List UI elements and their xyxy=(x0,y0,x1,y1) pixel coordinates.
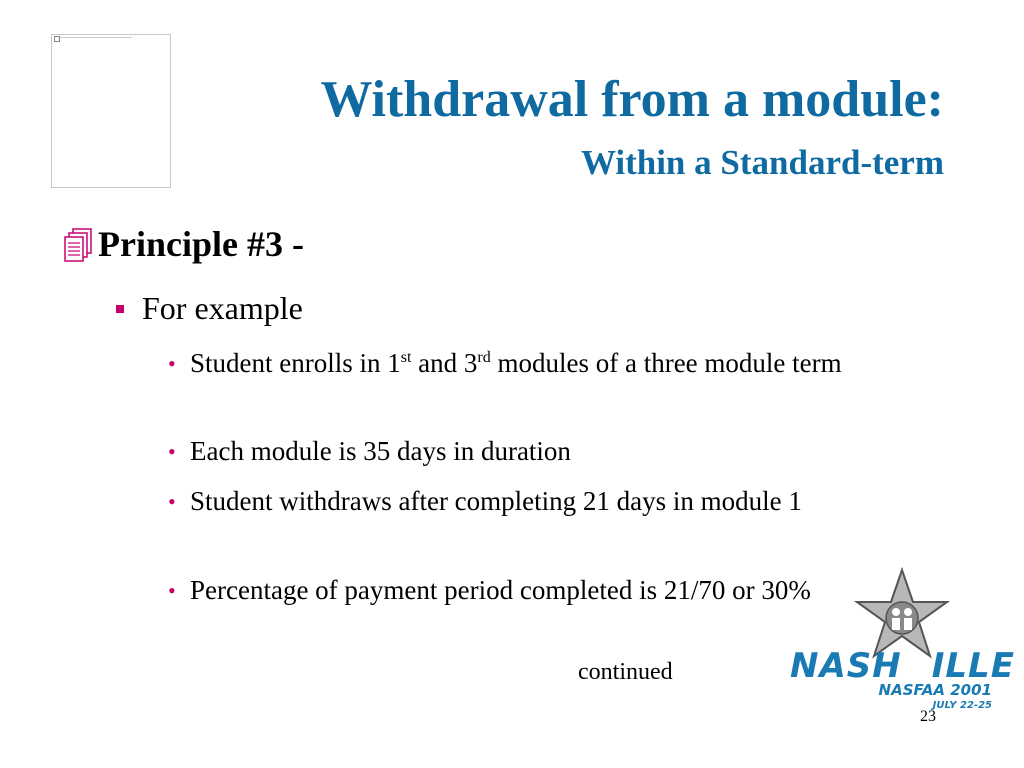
nashville-nasfaa-logo xyxy=(790,566,1015,716)
bullet-item xyxy=(168,570,868,611)
bullet-text: Student enrolls in 1st and 3rd modules of a three module term xyxy=(190,348,842,378)
slide-title: Withdrawal from a module: xyxy=(320,71,944,128)
stacked-documents-icon xyxy=(62,228,94,268)
bullet-text: Each module is 35 days in duration xyxy=(190,436,571,466)
logo-wordmark: NASH ILLE xyxy=(790,646,1015,686)
bullet-text: Percentage of payment period completed is 21/70 or 30% xyxy=(190,575,811,605)
thumbnail-text-line xyxy=(60,37,132,38)
page-number: 23 xyxy=(920,708,936,725)
bullet-item xyxy=(168,481,868,522)
principle-label: Principle #3 - xyxy=(98,224,304,264)
logo-date: JULY 22-25 xyxy=(932,700,992,711)
principle-heading xyxy=(62,226,304,268)
example-heading xyxy=(116,292,303,324)
bullet-dot-icon: • xyxy=(168,439,176,464)
bullet-item xyxy=(168,343,868,384)
slide-thumbnail xyxy=(51,34,171,188)
bullet-item xyxy=(168,431,868,472)
continued-label: continued xyxy=(578,659,673,685)
bullet-dot-icon: • xyxy=(168,578,176,603)
example-label: For example xyxy=(142,290,303,326)
bullet-dot-icon: • xyxy=(168,351,176,376)
logo-org-name: NASFAA 2001 xyxy=(878,681,992,699)
slide-subtitle: Within a Standard-term xyxy=(581,143,944,182)
square-bullet-icon xyxy=(116,305,124,313)
bullet-dot-icon: • xyxy=(168,489,176,514)
bullet-text: Student withdraws after completing 21 days in module 1 xyxy=(190,486,802,516)
